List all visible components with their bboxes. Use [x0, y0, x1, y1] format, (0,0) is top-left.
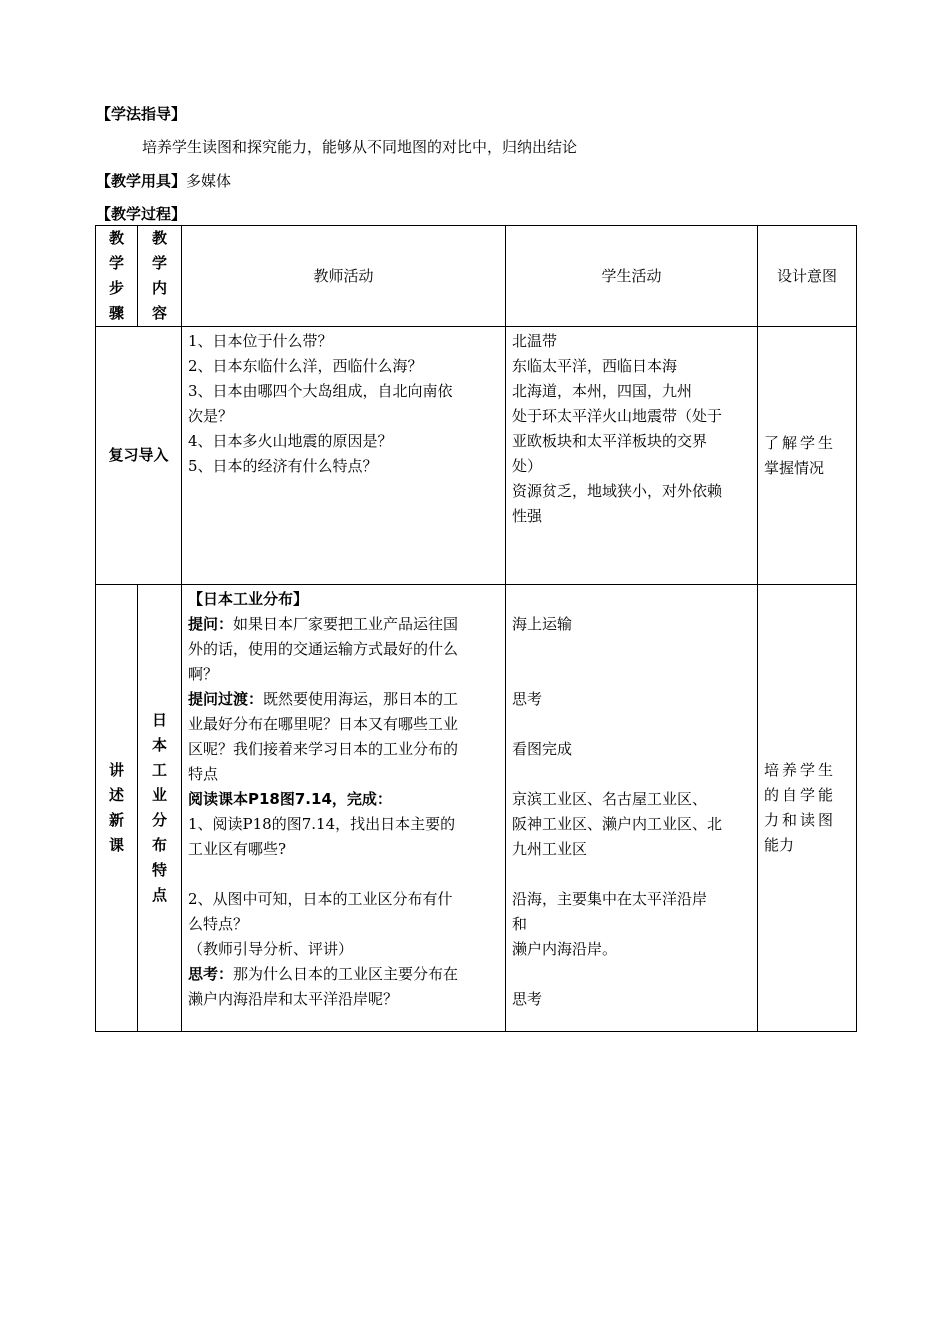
- review-row: [96, 327, 857, 585]
- header-design: 设计意图: [758, 226, 857, 327]
- header-teacher: 教师活动: [182, 226, 506, 327]
- new-lesson-student: 海上运输 思考 看图完成 京滨工业区、名古屋工业区、 阪神工业区、濑户内工业区、北 九州工业区 沿海，主要集中在太平洋沿岸 和 濑户内海沿岸。 思考: [506, 585, 758, 1032]
- review-design: 了解学生 掌握情况: [758, 327, 857, 585]
- header-student: 学生活动: [506, 226, 758, 327]
- teaching-process-table: [95, 225, 857, 1032]
- tools-text: 多媒体: [186, 172, 232, 190]
- review-student: 北温带 东临太平洋，西临日本海 北海道，本州，四国，九州 处于环太平洋火山地震带（处于 亚欧板块和太平洋板块的交界 处） 资源贫乏，地域狭小，对外依赖 性强: [506, 327, 758, 585]
- header-content: 教 学 内 容: [138, 226, 182, 327]
- review-step: 复习导入: [96, 327, 182, 585]
- tools-heading: 【教学用具】: [96, 172, 187, 190]
- new-lesson-design: 培养学生 的自学能 力和读图 能力: [758, 585, 857, 1032]
- review-teacher: 1、日本位于什么带？ 2、日本东临什么洋，西临什么海？ 3、日本由哪四个大岛组成，自北向南依 次是？ 4、日本多火山地震的原因是？ 5、日本的经济有什么特点？: [182, 327, 506, 585]
- header-row: [96, 226, 857, 327]
- industry-title: 【日本工业分布】: [188, 590, 309, 608]
- study-method-heading: 【学法指导】: [96, 105, 187, 123]
- header-step: 教 学 步 骤: [96, 226, 138, 327]
- process-heading: 【教学过程】: [96, 205, 187, 223]
- new-lesson-teacher: 【日本工业分布】 提问：如果日本厂家要把工业产品运往国 外的话，使用的交通运输方式最好的什么 啊？ 提问过渡：既然要使用海运，那日本的工 业最好分布在哪里呢？日本又有哪些工业 区呢？我们接着来学习日本的工业分布的 特点 阅读课本P18图7.14，完成： 1、阅读P18的图7.14，找出日本主要的 工业区有哪些? 2、从图中可知，日本的工业区分布有什 么特点？ （教师引导分析、评讲） 思考：那为什么日本的工业区主要分布在 濑户内海沿岸和太平洋沿岸呢？: [182, 585, 506, 1032]
- new-lesson-content: 日 本 工 业 分 布 特 点: [138, 585, 182, 1032]
- new-lesson-step: 讲 述 新 课: [96, 585, 138, 1032]
- new-lesson-row: [96, 585, 857, 1032]
- study-method-text: 培养学生读图和探究能力，能够从不同地图的对比中，归纳出结论: [142, 138, 578, 156]
- tools-line: [96, 170, 231, 191]
